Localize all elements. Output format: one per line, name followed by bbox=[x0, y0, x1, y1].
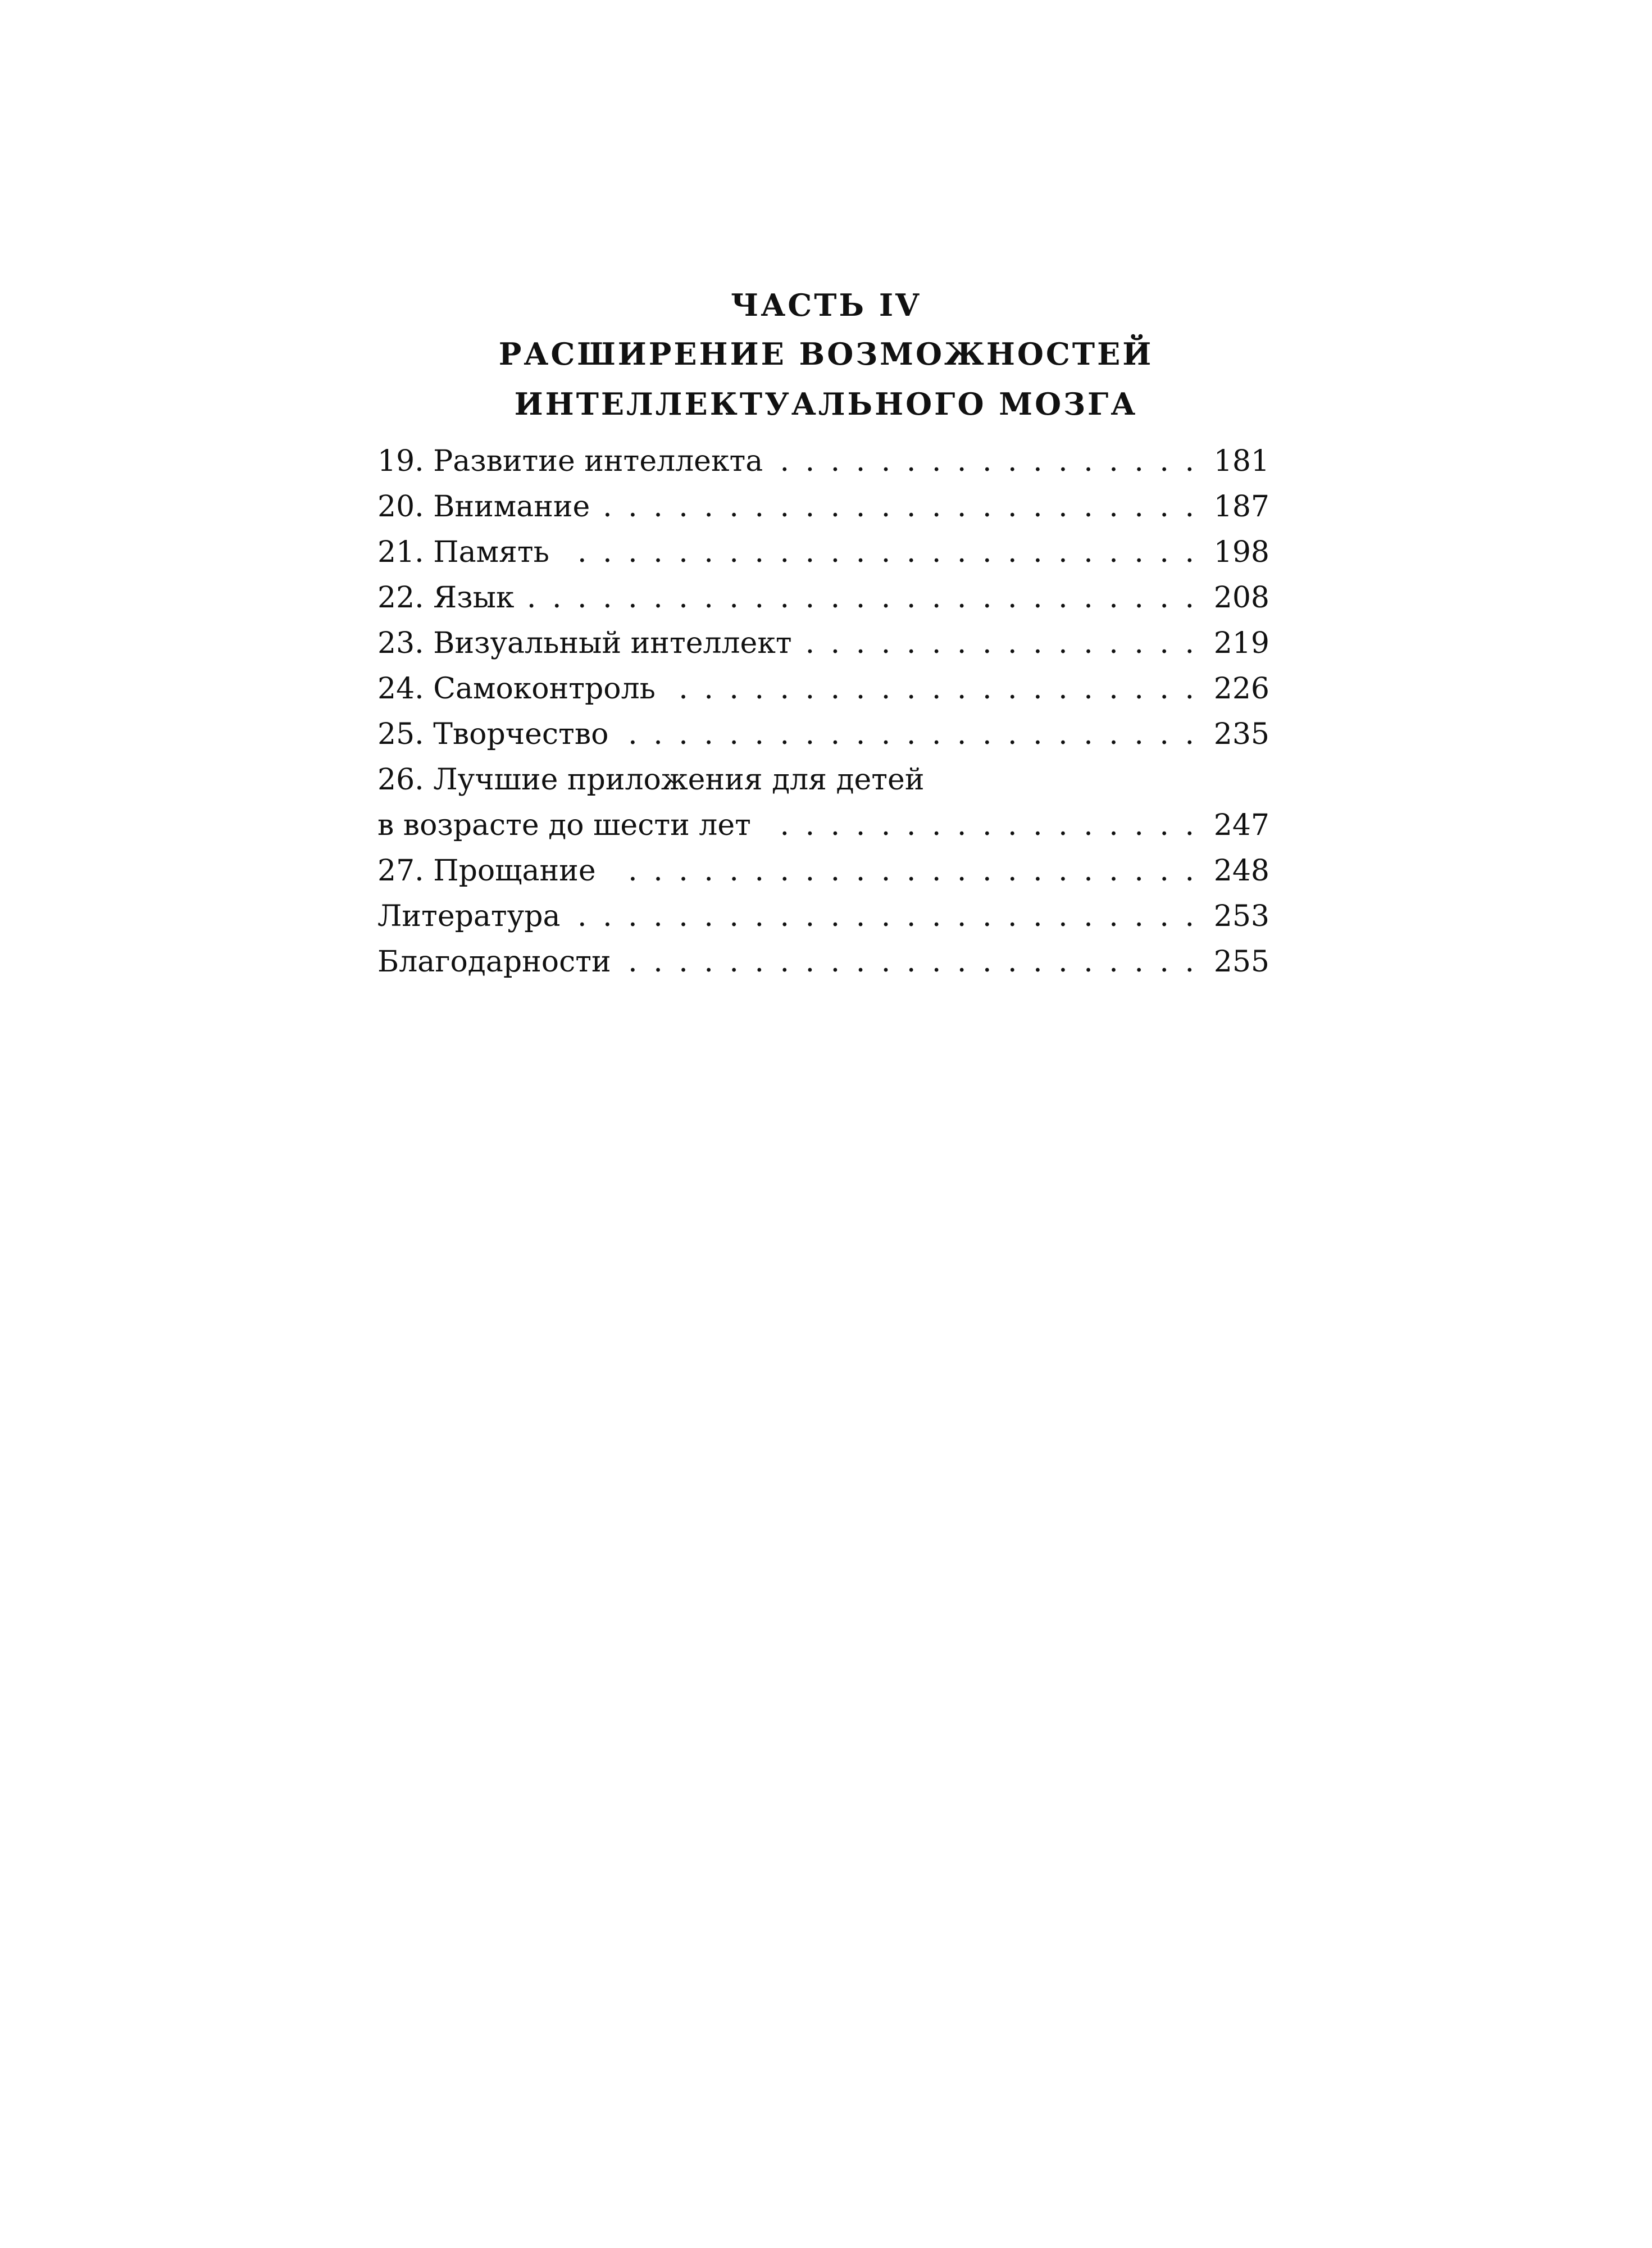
toc-entry-23 bbox=[377, 620, 1269, 666]
toc-entry-page: 208 bbox=[1213, 580, 1269, 615]
toc-entry-title: 20. Внимание bbox=[377, 489, 590, 524]
toc-entry-27 bbox=[377, 848, 1269, 893]
toc-entry-page: 255 bbox=[1213, 944, 1269, 979]
toc-entry-page: 181 bbox=[1213, 444, 1269, 478]
toc-entry-page: 253 bbox=[1213, 899, 1269, 933]
toc-leader-dots bbox=[603, 490, 1208, 524]
toc-entry-22 bbox=[377, 575, 1269, 620]
toc-entry-page: 226 bbox=[1213, 671, 1269, 706]
toc-entry-title: 19. Развитие интеллекта bbox=[377, 444, 763, 478]
toc-leader-dots bbox=[805, 626, 1208, 660]
toc-leader-dots bbox=[622, 717, 1208, 751]
toc-leader-dots bbox=[609, 854, 1208, 888]
toc-entry-page: 248 bbox=[1213, 853, 1269, 888]
toc-entry-20 bbox=[377, 484, 1269, 529]
toc-leader-dots bbox=[574, 900, 1208, 933]
part-title-line-1: РАСШИРЕНИЕ ВОЗМОЖНОСТЕЙ bbox=[498, 336, 1154, 372]
part-number-heading: ЧАСТЬ IV bbox=[731, 287, 921, 323]
toc-entry-26-line-1 bbox=[377, 757, 1269, 802]
toc-entry-title: в возрасте до шести лет bbox=[377, 808, 751, 842]
toc-entry-title: 25. Творчество bbox=[377, 717, 609, 751]
toc-entry-literature bbox=[377, 893, 1269, 939]
part-title-line-2: ИНТЕЛЛЕКТУАЛЬНОГО МОЗГА bbox=[514, 386, 1138, 422]
toc-entry-title: 23. Визуальный интеллект bbox=[377, 626, 792, 660]
toc-leader-dots bbox=[669, 672, 1208, 706]
toc-entry-26-line-2 bbox=[377, 802, 1269, 848]
toc-entry-title: Литература bbox=[377, 899, 561, 933]
toc-entry-19 bbox=[377, 438, 1269, 484]
toc-entry-page: 198 bbox=[1213, 535, 1269, 569]
toc-entry-title: 24. Самоконтроль bbox=[377, 671, 656, 706]
toc-entry-24 bbox=[377, 666, 1269, 711]
toc-leader-dots bbox=[527, 581, 1208, 615]
toc-leader-dots bbox=[563, 535, 1208, 569]
toc-entry-25 bbox=[377, 711, 1269, 757]
table-of-contents bbox=[377, 438, 1269, 984]
toc-entry-title: 21. Память bbox=[377, 535, 549, 569]
toc-entry-page: 187 bbox=[1213, 489, 1269, 524]
toc-entry-acknowledgements bbox=[377, 939, 1269, 984]
toc-entry-page: 247 bbox=[1213, 808, 1269, 842]
toc-entry-title: Благодарности bbox=[377, 944, 611, 979]
toc-entry-title: 27. Прощание bbox=[377, 853, 596, 888]
toc-entry-title: 22. Язык bbox=[377, 580, 515, 615]
toc-leader-dots bbox=[764, 809, 1208, 842]
toc-entry-21 bbox=[377, 529, 1269, 575]
toc-entry-page: 235 bbox=[1213, 717, 1269, 751]
toc-leader-dots bbox=[776, 444, 1208, 478]
toc-entry-title: 26. Лучшие приложения для детей bbox=[377, 762, 925, 797]
toc-leader-dots bbox=[625, 945, 1208, 979]
toc-entry-page: 219 bbox=[1213, 626, 1269, 660]
